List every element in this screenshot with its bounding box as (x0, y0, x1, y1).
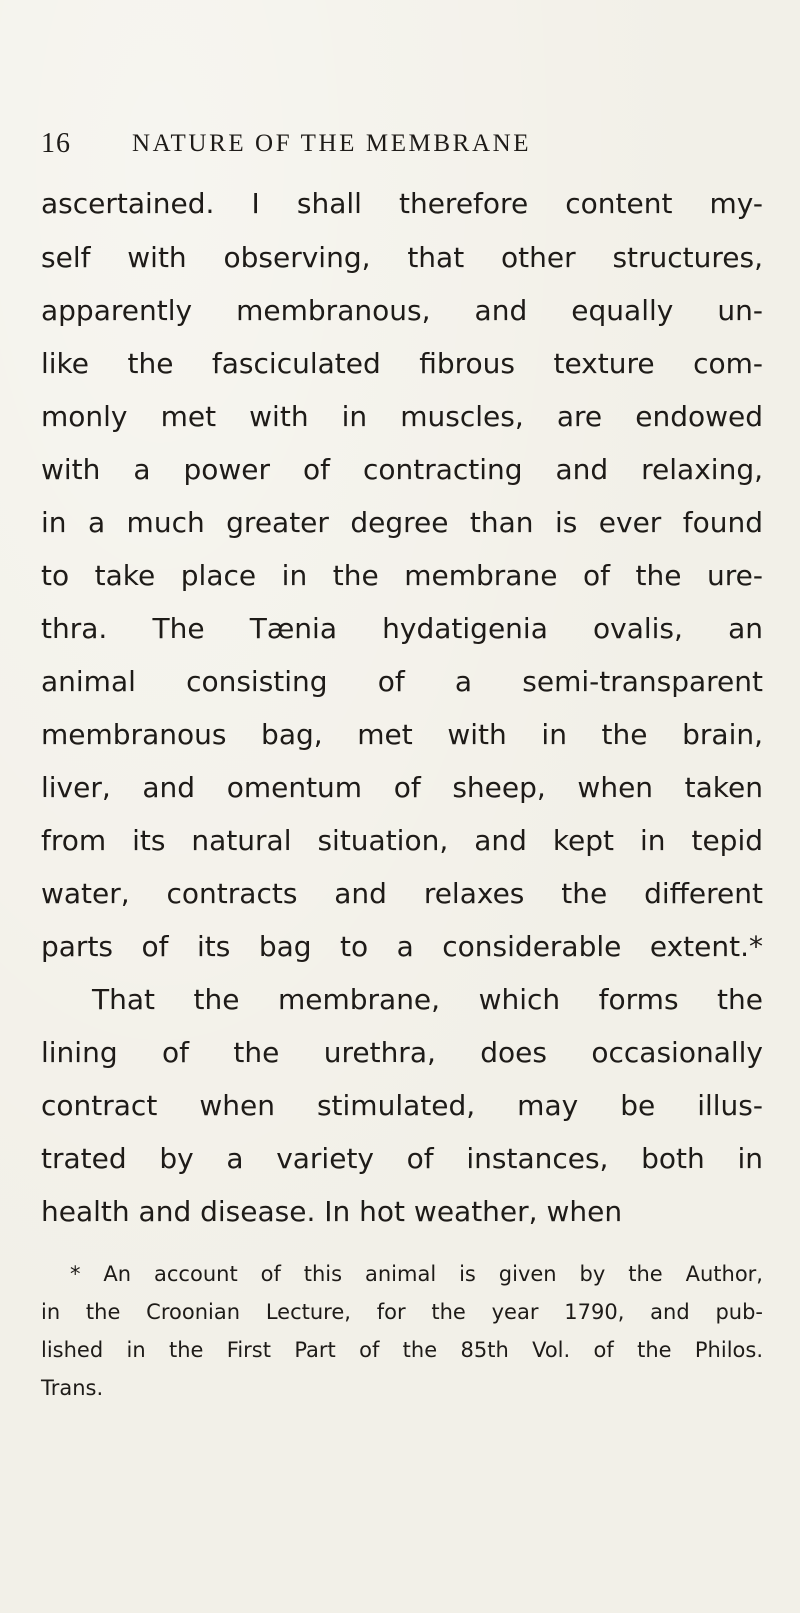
text-line: trated by a variety of instances, both in (41, 1142, 763, 1175)
running-head (41, 128, 751, 168)
text-line: lining of the urethra, does occasionally (41, 1036, 763, 1069)
footnote-line: Trans. (41, 1376, 104, 1400)
text-line: to take place in the membrane of the ure- (41, 559, 763, 592)
text-line: That the membrane, which forms the (92, 983, 763, 1016)
text-line: ascertained. I shall therefore content my- (41, 187, 763, 220)
text-line: like the fasciculated fibrous texture com- (41, 347, 763, 380)
text-line: thra. The Tænia hydatigenia ovalis, an (41, 612, 763, 645)
text-line: water, contracts and relaxes the different (41, 877, 763, 910)
text-line: liver, and omentum of sheep, when taken (41, 771, 763, 804)
footnote-line: in the Croonian Lecture, for the year 1790, and pub- (41, 1300, 763, 1324)
text-line: parts of its bag to a considerable extent.* (41, 930, 763, 963)
text-line: monly met with in muscles, are endowed (41, 400, 763, 433)
text-line: membranous bag, met with in the brain, (41, 718, 763, 751)
text-line: from its natural situation, and kept in tepid (41, 824, 763, 857)
page-number: 16 (41, 128, 71, 159)
text-line: health and disease. In hot weather, when (41, 1195, 623, 1228)
footnote-line: lished in the First Part of the 85th Vol. of the Philos. (41, 1338, 763, 1362)
text-line: contract when stimulated, may be illus- (41, 1089, 763, 1122)
text-line: with a power of contracting and relaxing, (41, 453, 763, 486)
text-line: animal consisting of a semi-transparent (41, 665, 763, 698)
text-line: in a much greater degree than is ever found (41, 506, 763, 539)
text-line: self with observing, that other structures, (41, 241, 763, 274)
running-title: NATURE OF THE MEMBRANE (132, 130, 532, 157)
text-line: apparently membranous, and equally un- (41, 294, 763, 327)
footnote-line: * An account of this animal is given by the Author, (70, 1262, 763, 1286)
